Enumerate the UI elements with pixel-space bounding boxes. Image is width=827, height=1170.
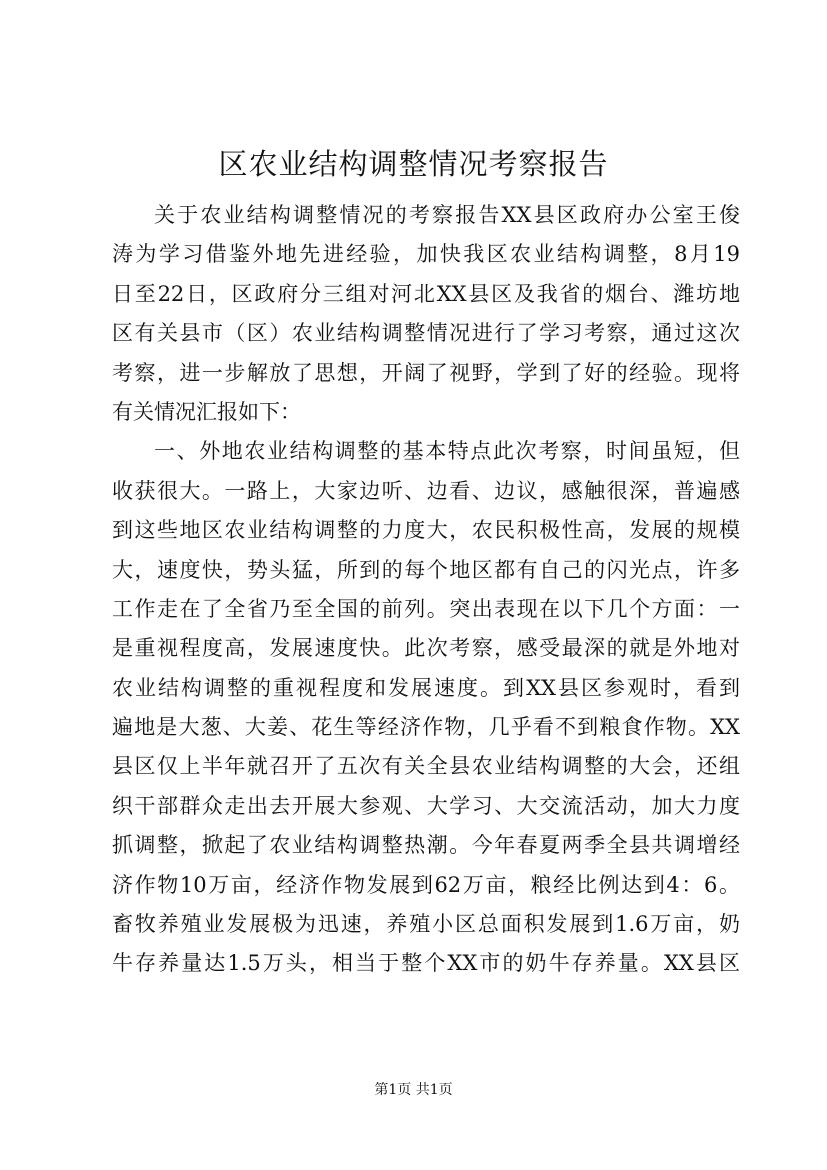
- text-line: 县区仅上半年就召开了五次有关全县农业结构调整的大会，还组: [112, 754, 740, 779]
- text-line: 畜牧养殖业发展极为迅速，养殖小区总面积发展到1.6万亩，奶: [112, 912, 740, 937]
- text-line: 大，速度快，势头猛，所到的每个地区都有自己的闪光点，许多: [112, 557, 740, 582]
- text-line: 关于农业结构调整情况的考察报告XX县区政府办公室王俊: [154, 203, 740, 227]
- text-line: 区有关县市（区）农业结构调整情况进行了学习考察，通过这次: [112, 321, 740, 346]
- document-title: 区农业结构调整情况考察报告: [218, 147, 609, 181]
- text-line: 考察，进一步解放了思想，开阔了视野，学到了好的经验。现将: [112, 360, 740, 385]
- text-line: 工作走在了全省乃至全国的前列。突出表现在以下几个方面：一: [112, 596, 740, 621]
- text-line: 一、外地农业结构调整的基本特点此次考察，时间虽短，但: [154, 439, 740, 464]
- text-line: 抓调整，掀起了农业结构调整热潮。今年春夏两季全县共调增经: [112, 833, 740, 858]
- paragraph-section-one: [112, 432, 740, 983]
- text-line: 收获很大。一路上，大家边听、边看、边议，感触很深，普遍感: [112, 478, 740, 503]
- paragraph-intro: [112, 196, 740, 432]
- text-line: 织干部群众走出去开展大参观、大学习、大交流活动，加大力度: [112, 793, 740, 818]
- text-line: 到这些地区农业结构调整的力度大，农民积极性高，发展的规模: [112, 518, 740, 543]
- text-line: 日至22日，区政府分三组对河北XX县区及我省的烟台、潍坊地: [112, 281, 740, 306]
- text-line: 是重视程度高，发展速度快。此次考察，感受最深的就是外地对: [112, 636, 740, 661]
- document-body: [112, 196, 740, 984]
- text-line: 有关情况汇报如下：: [112, 399, 301, 424]
- page-footer: 第1页 共1页: [374, 1082, 453, 1098]
- text-line: 农业结构调整的重视程度和发展速度。到XX县区参观时，看到: [112, 675, 740, 700]
- text-line: 牛存养量达1.5万头，相当于整个XX市的奶牛存养量。XX县区: [112, 951, 740, 976]
- text-line: 济作物10万亩，经济作物发展到62万亩，粮经比例达到4：6。: [112, 872, 740, 897]
- text-line: 遍地是大葱、大姜、花生等经济作物，几乎看不到粮食作物。XX: [112, 715, 740, 740]
- text-line: 涛为学习借鉴外地先进经验，加快我区农业结构调整，8月19: [112, 242, 740, 267]
